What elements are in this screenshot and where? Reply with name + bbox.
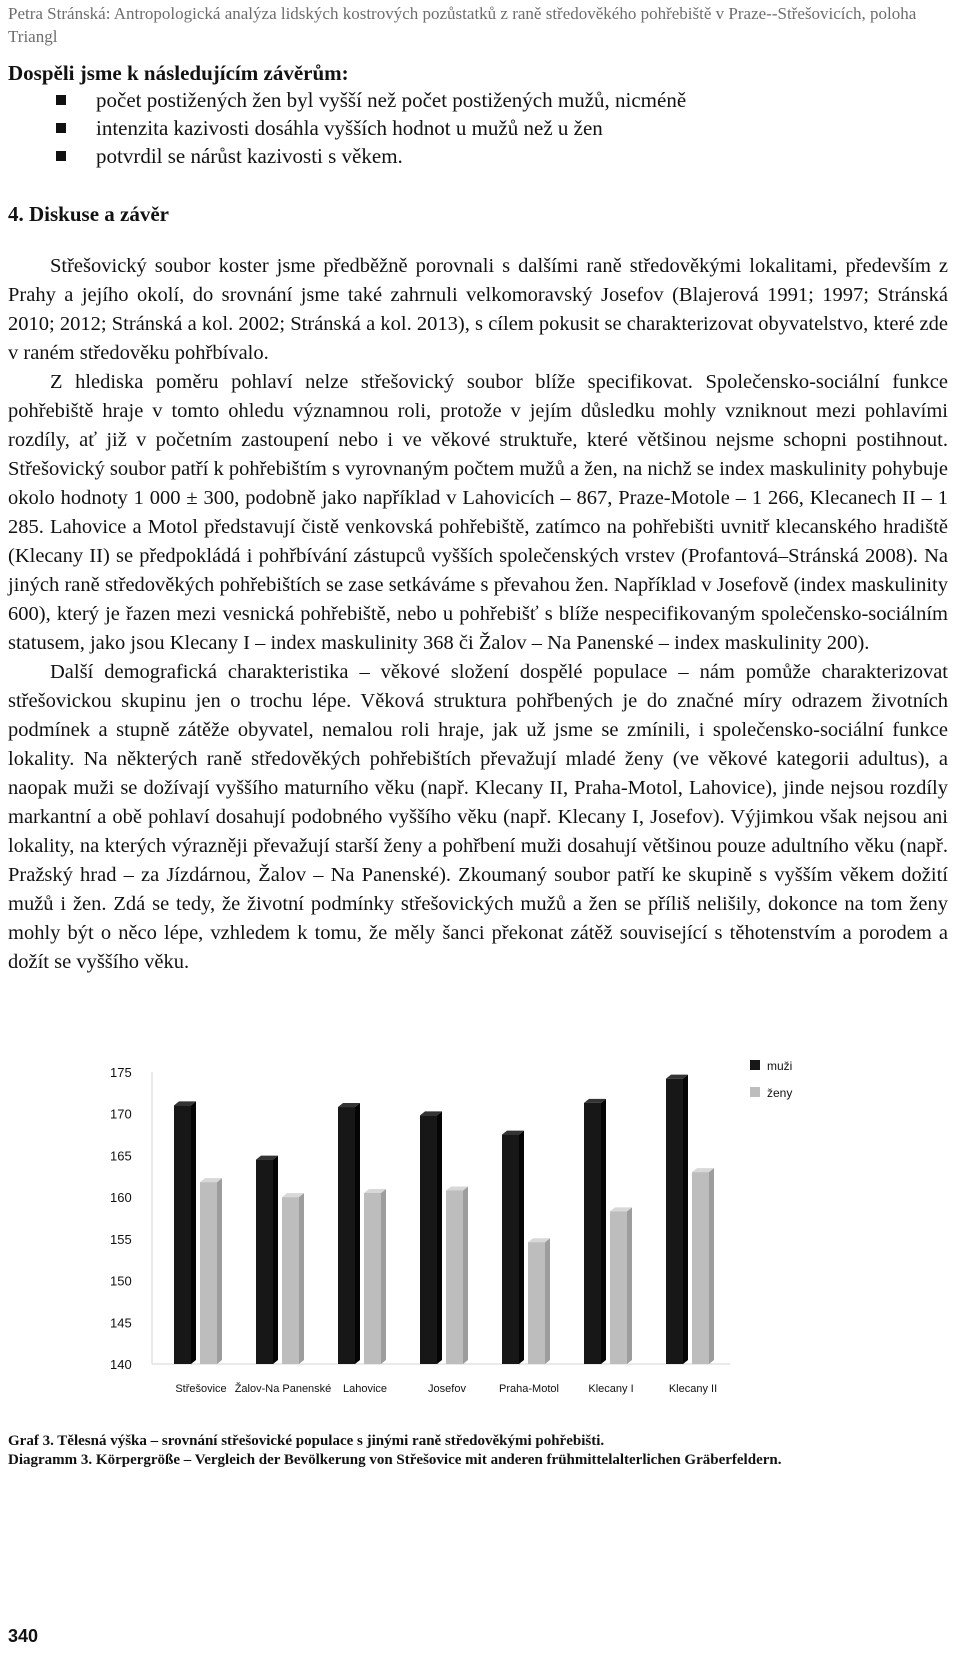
bar-side-shadow <box>709 1168 714 1364</box>
male-height-bar <box>502 1135 519 1364</box>
bar-side-shadow <box>273 1156 278 1364</box>
caption-german: Diagramm 3. Körpergröße – Vergleich der Bevölkerung von Střešovice mit anderen frühmittelalterlichen Gräberfeldern. <box>8 1452 782 1468</box>
x-category-label: Klecany I <box>588 1383 634 1395</box>
page-number: 340 <box>8 1626 39 1646</box>
y-tick-label: 170 <box>110 1106 132 1122</box>
conclusion-item <box>48 114 918 142</box>
y-tick-label: 145 <box>110 1315 132 1331</box>
y-tick-label: 140 <box>110 1357 132 1372</box>
male-height-bar <box>584 1103 601 1364</box>
y-tick-label: 150 <box>110 1273 132 1289</box>
male-height-bar <box>666 1079 683 1364</box>
bar-side-shadow <box>545 1238 550 1364</box>
female-height-bar <box>692 1172 709 1364</box>
bar-side-shadow <box>381 1189 386 1364</box>
female-height-bar <box>200 1182 217 1364</box>
bar-chart-svg <box>110 1060 910 1400</box>
conclusion-item-text: potvrdil se nárůst kazivosti s věkem. <box>96 144 403 168</box>
figure-caption <box>8 1432 948 1470</box>
female-height-bar <box>282 1197 299 1364</box>
legend-label: muži <box>767 1059 793 1073</box>
male-height-bar <box>174 1105 191 1364</box>
male-height-bar <box>420 1115 437 1364</box>
running-title: Petra Stránská: Antropologická analýza lidských kostrových pozůstatků z raně středověkého pohřebiště v Praze--Střešovicích, poloha Triangl <box>8 4 917 46</box>
bar-side-shadow <box>191 1101 196 1364</box>
bar-side-shadow <box>683 1075 688 1364</box>
body-paragraph: Další demografická charakteristika – věkové složení dospělé populace – nám pomůže charakterizovat střešovickou skupinu jen o trochu lépe. Věková struktura pohřbených je do značné míry odrazem životních podmínek a stupně zátěže obyvatel, nemalou roli hraje, jak už jsme se zmínili, i společensko-sociální funkce lokality. Na některých raně středověkých pohřebištích převažují mladé ženy (ve věkové kategorii adultus), a naopak muži se dožívají vyššího maturního věku (např. Klecany II, Praha-Motol, Lahovice), jinde nejsou rozdíly markantní a obě pohlaví dosahují podobného vyššího věku (např. Klecany I, Josefov). Výjimkou však nejsou ani lokality, na kterých výrazněji převažují starší ženy a pohřbení muži dosahují většinou pouze adultního věku (např. Pražský hrad – za Jízdárnou, Žalov – Na Panenské). Zkoumaný soubor patří ke skupině s vyšším věkem dožití mužů i žen. Zdá se tedy, že životní podmínky střešovických mužů a žen se příliš nelišily, dokonce na tom ženy mohly být o něco lépe, vzhledem k tomu, že měly šanci překonat zátěž související s těhotenstvím a porodem a dožít se vyššího věku. <box>8 661 948 973</box>
female-height-bar <box>610 1211 627 1364</box>
bar-side-shadow <box>217 1178 222 1364</box>
body-paragraph: Z hlediska poměru pohlaví nelze střešovický soubor blíže specifikovat. Společensko-sociální funkce pohřebiště hraje v tomto ohledu významnou roli, protože v jejím důsledku mohly vzniknout mezi pohlavími rozdíly, ať již v početním zastoupení nebo i ve věkové struktuře, které většinou nejsme schopni postihnout. Střešovický soubor patří k pohřebištím s vyrovnaným počtem mužů a žen, na nichž se index maskulinity pohybuje okolo hodnoty 1 000 ± 300, podobně jako například v Lahovicích – 867, Praze-Motole – 1 266, Klecanech II – 1 285. Lahovice a Motol představují čistě venkovská pohřebiště, zatímco na pohřebišti uvnitř klecanského hradiště (Klecany II) se předpokládá i pohřbívání zástupců vyšších společenských vrstev (Profantová–Stránská 2008). Na jiných raně středověkých pohřebištích se zase setkáváme s převahou žen. Například v Josefově (index maskulinity 600), který je řazen mezi vesnická pohřebiště, nebo u pohřebišť s blíže nespecifikovaným společensko-sociálním statusem, jako jsou Klecany I – index maskulinity 368 či Žalov – Na Panenské – index maskulinity 200). <box>8 371 948 654</box>
bar-side-shadow <box>299 1193 304 1364</box>
caption-czech: Graf 3. Tělesná výška – srovnání střešovické populace s jinými raně středověkými pohřebišti. <box>8 1433 605 1449</box>
y-tick-label: 175 <box>110 1065 132 1080</box>
male-height-bar <box>338 1107 355 1364</box>
y-tick-label: 155 <box>110 1231 132 1247</box>
conclusion-item-text: počet postižených žen byl vyšší než počet postižených mužů, nicméně <box>96 88 687 112</box>
x-category-label: Žalov-Na Panenské <box>234 1383 332 1395</box>
conclusions-list <box>48 86 918 170</box>
x-category-label: Josefov <box>428 1383 466 1395</box>
bar-side-shadow <box>437 1111 442 1364</box>
conclusions-heading: Dospěli jsme k následujícím závěrům: <box>8 61 349 85</box>
conclusion-item-text: intenzita kazivosti dosáhla vyšších hodnot u mužů než u žen <box>96 116 603 140</box>
conclusion-item <box>48 86 918 114</box>
x-category-label: Klecany II <box>668 1383 718 1395</box>
legend-swatch <box>750 1060 760 1070</box>
bar-side-shadow <box>463 1186 468 1364</box>
y-tick-label: 160 <box>110 1190 132 1206</box>
square-bullet-icon <box>56 123 66 133</box>
bar-side-shadow <box>519 1131 524 1364</box>
female-height-bar <box>528 1242 545 1364</box>
running-header <box>8 2 948 48</box>
x-category-label: Lahovice <box>342 1383 388 1395</box>
section-heading: 4. Diskuse a závěr <box>8 202 169 226</box>
male-height-bar <box>256 1160 273 1364</box>
female-height-bar <box>446 1190 463 1364</box>
x-category-label: Střešovice <box>175 1383 227 1395</box>
conclusion-item <box>48 142 918 170</box>
bar-side-shadow <box>627 1207 632 1364</box>
bar-side-shadow <box>355 1103 360 1364</box>
legend-label: ženy <box>767 1086 793 1100</box>
legend-swatch <box>750 1087 760 1097</box>
x-category-label: Praha-Motol <box>499 1383 559 1395</box>
body-paragraph: Střešovický soubor koster jsme předběžně porovnali s dalšími raně středověkými lokalitami, především z Prahy a jejího okolí, do srovnání jsme také zahrnuli velkomoravský Josefov (Blajerová 1991; 1997; Stránská 2010; 2012; Stránská a kol. 2002; Stránská a kol. 2013), s cílem pokusit se charakterizovat obyvatelstvo, které zde v raném středověku pohřbívalo. <box>8 255 948 364</box>
article-body <box>8 252 948 977</box>
square-bullet-icon <box>56 151 66 161</box>
square-bullet-icon <box>56 95 66 105</box>
bar-side-shadow <box>601 1099 606 1364</box>
y-tick-label: 165 <box>110 1148 132 1164</box>
height-comparison-chart <box>110 1060 910 1400</box>
female-height-bar <box>364 1193 381 1364</box>
